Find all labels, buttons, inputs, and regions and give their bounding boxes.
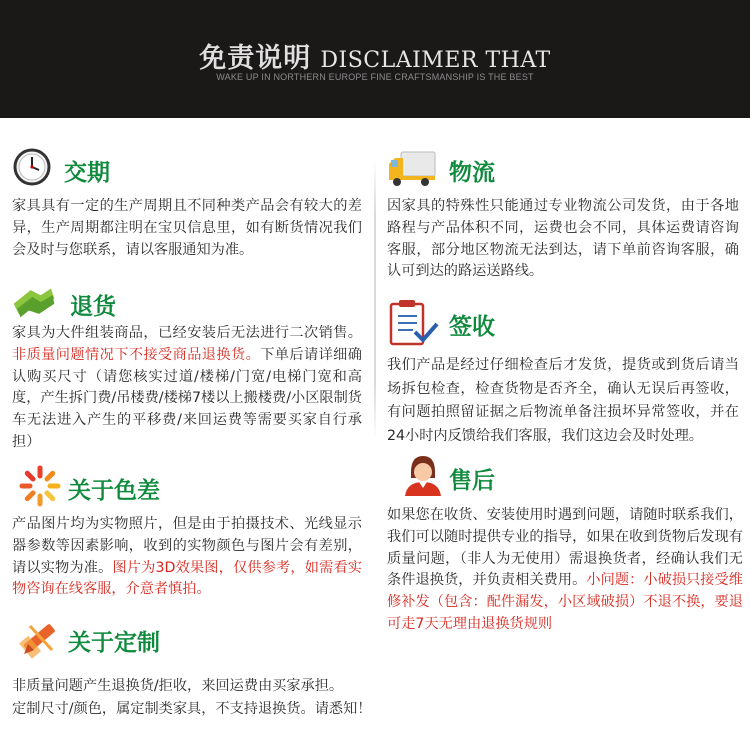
pencil-ruler-icon <box>16 616 60 660</box>
section-logistics <box>387 146 739 283</box>
title-cn: 免责说明 <box>199 43 312 74</box>
section-body: 因家具的特殊性只能通过专业物流公司发货，由于各地路程与产品体积不同，运费也会不同，具体运费请咨询客服，部分地区物流无法到达，请下单前咨询客服，确认可到达的路运送路线。 <box>387 198 739 280</box>
section-title: 关于色差 <box>68 478 160 504</box>
section-returns <box>12 280 362 454</box>
section-title: 售后 <box>449 468 495 494</box>
section-delivery-time <box>12 146 362 261</box>
column-divider <box>374 160 376 440</box>
custom-line-2: 定制尺寸/颜色，属定制类家具，不支持退换货。请悉知！ <box>12 700 372 717</box>
title-en: DISCLAIMER THAT <box>320 48 551 73</box>
after-sales-text: 如果您在收货、安装使用时遇到问题，请随时联系我们，我们可以随时提供专业的指导，如果在收到货物后发现有质量问题，（非人为无使用）需退换货者，经确认我们无条件退换货，并负责相关费用。 <box>387 507 743 589</box>
section-title: 签收 <box>449 314 495 340</box>
header-banner <box>0 0 750 118</box>
section-title: 退货 <box>70 294 116 320</box>
header-subtitle: WAKE UP IN NORTHERN EUROPE FINE CRAFTSMANSHIP IS THE BEST <box>216 72 534 82</box>
color-warning: 图片为3D效果图，仅供参考，如需看实物咨询在线客服，介意者慎拍。 <box>12 559 362 598</box>
section-title: 交期 <box>64 160 110 186</box>
after-sales-note: 小问题：小破损只接受维修补发（包含：配件漏发，小区域破损）不退不换，要退可走7天无理由退换货规则 <box>387 572 743 632</box>
section-after-sales <box>387 452 743 636</box>
returns-text: 家具为大件组装商品，已经安装后无法进行二次销售。 <box>12 325 362 341</box>
section-signing <box>387 298 739 448</box>
clipboard-check-icon <box>387 298 439 348</box>
returns-warning: 非质量问题情况下不接受商品退换货。 <box>12 346 261 363</box>
section-body: 家具具有一定的生产周期且不同种类产品会有较大的差异，生产周期都注明在宝贝信息里，如有断货情况我们会及时与您联系，请以客服通知为准。 <box>12 198 362 258</box>
clock-icon <box>12 146 56 190</box>
customer-service-icon <box>401 452 445 496</box>
section-color-difference <box>12 464 362 601</box>
color-text: 产品图片均为实物照片，但是由于拍摄技术、光线显示器参数等因素影响，收到的实物颜色与图片会有差别，请以实物为准。 <box>12 516 362 576</box>
section-body <box>387 505 743 636</box>
return-arrows-icon <box>12 280 56 324</box>
returns-detail: 下单后请详细确认购买尺寸（请您核实过道/楼梯/门宽/电梯门宽和高度，产生拆门费/吊楼费/楼梯7楼以上搬楼费/小区限制货车无法进入产生的平移费/来回运费等需要买家自行承担） <box>12 346 362 450</box>
section-customization <box>12 616 376 721</box>
header-title <box>0 36 750 75</box>
section-title: 关于定制 <box>68 630 160 656</box>
section-body <box>12 514 362 601</box>
color-wheel-icon <box>18 464 62 508</box>
custom-line-1: 非质量问题产生退换货/拒收，来回运费由买家承担。 <box>12 678 344 694</box>
section-body <box>12 323 362 454</box>
section-body: 我们产品是经过仔细检查后才发货，提货或到货后请当场拆包检查，检查货物是否齐全，确认无误后再签收，有问题拍照留证据之后物流单备注损坏异常签收，并在24小时内反馈给我们客服，我们这边会及时处理。 <box>387 357 739 444</box>
delivery-truck-icon <box>387 146 437 190</box>
section-title: 物流 <box>449 160 495 186</box>
